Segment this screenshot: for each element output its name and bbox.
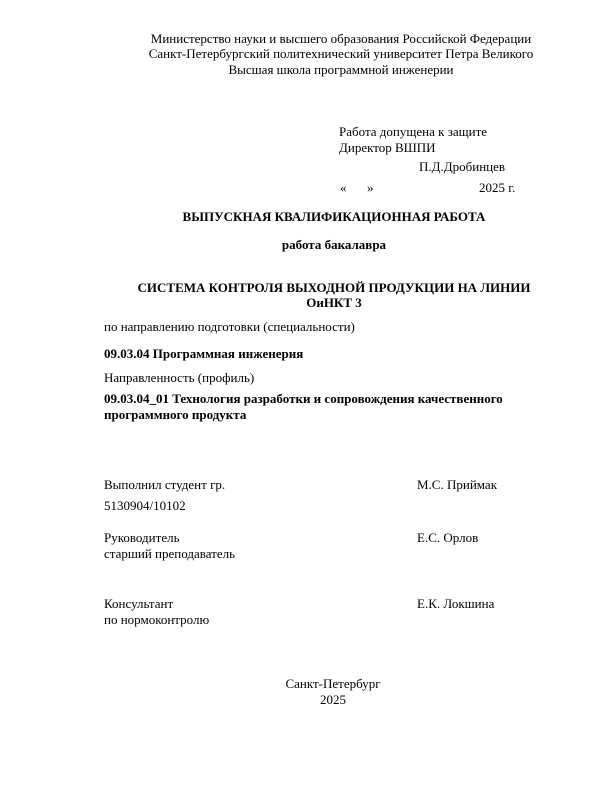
director-label: Директор ВШПИ — [339, 140, 436, 155]
profile-value-line1: 09.03.04_01 Технология разработки и сопровождения качественного — [104, 391, 503, 406]
supervisor-name: Е.С. Орлов — [417, 530, 479, 545]
topic-title-line2: ОиНКТ 3 — [306, 295, 362, 310]
approval-year: 2025 г. — [479, 180, 516, 195]
supervisor-position: старший преподаватель — [104, 546, 236, 561]
consultant-label: Консультант — [104, 596, 174, 611]
ministry-line: Министерство науки и высшего образования Российской Федерации — [150, 31, 532, 46]
date-quote-open: « — [340, 180, 347, 195]
consultant-name: Е.К. Локшина — [417, 596, 495, 611]
director-name: П.Д.Дробинцев — [419, 159, 506, 174]
direction-value: 09.03.04 Программная инженерия — [104, 346, 304, 361]
date-quote-close: » — [367, 180, 374, 195]
university-line: Санкт-Петербургский политехнический университет Петра Великого — [148, 46, 534, 61]
supervisor-label: Руководитель — [104, 530, 180, 545]
student-group: 5130904/10102 — [104, 498, 186, 513]
profile-label: Направленность (профиль) — [104, 370, 255, 385]
student-name: М.С. Приймак — [417, 477, 498, 492]
consultant-scope: по нормоконтролю — [104, 612, 210, 627]
topic-title-line1: СИСТЕМА КОНТРОЛЯ ВЫХОДНОЙ ПРОДУКЦИИ НА ЛИНИИ — [137, 280, 531, 295]
work-subtitle: работа бакалавра — [281, 237, 387, 252]
footer-city: Санкт-Петербург — [285, 676, 381, 691]
footer-year: 2025 — [320, 692, 346, 707]
work-type-title: ВЫПУСКНАЯ КВАЛИФИКАЦИОННАЯ РАБОТА — [182, 209, 486, 224]
direction-label: по направлению подготовки (специальности) — [104, 319, 355, 334]
student-label: Выполнил студент гр. — [104, 477, 226, 492]
school-line: Высшая школа программной инженерии — [228, 62, 454, 77]
approval-text: Работа допущена к защите — [339, 124, 488, 139]
profile-value-line2: программного продукта — [104, 407, 247, 422]
